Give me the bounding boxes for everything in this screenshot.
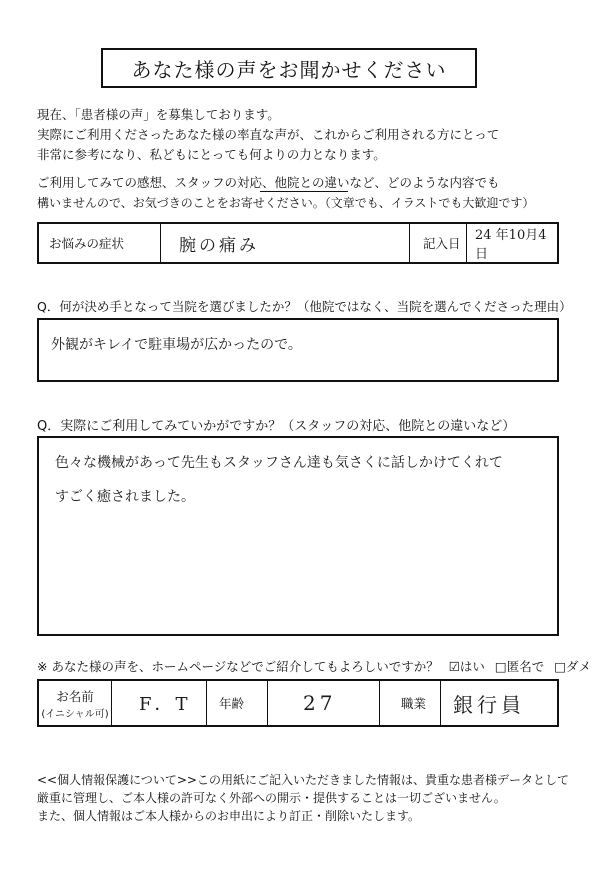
intro-line-1: 現在、「患者様の声」を募集しております。 [37,107,280,122]
job-label: 職業 [401,696,427,711]
intro-line-3: 非常に参考になり、私どもにとっても何よりの力となります。 [37,147,386,162]
divider [206,681,207,725]
name-sub-label: (イニシャル可) [41,708,109,720]
page-title [101,48,477,88]
name-label-cell [39,681,111,725]
option-yes[interactable]: ☑はい [448,659,485,674]
answer-2-line-2: すごく癒されました。 [55,489,195,505]
consent-row [37,657,591,675]
divider [160,224,161,262]
divider [379,681,380,725]
date-label: 記入日 [423,236,461,251]
intro-line-4-text: ご利用してみての感想、スタッフの対応、他院との違いなど、どのような内容でも [37,175,500,190]
underline-mark [260,191,348,192]
info-row [37,679,559,727]
age-label: 年齢 [219,696,245,711]
answer-box-1[interactable] [37,318,559,382]
divider [440,681,441,725]
divider [267,681,268,725]
divider [466,224,467,262]
intro-line-4 [37,173,500,193]
question-2: Q．実際にご利用してみていかがですか？（スタッフの対応、他院との違いなど） [37,419,516,434]
name-label: お名前 [56,688,94,704]
page-title-text: あなた様の声をお聞かせください [131,57,447,82]
job-value: 銀行員 [453,692,525,717]
answer-box-2[interactable] [37,436,559,636]
divider [409,224,410,262]
age-value: 27 [303,691,337,715]
intro-line-2: 実際にご利用くださったあなた様の率直な声が、これからご利用される方にとって [37,127,500,142]
divider [111,681,112,725]
option-no[interactable]: □ダメ [554,659,591,674]
date-value: 24 年10月4 日 [475,228,547,262]
intro-line-5: 構いませんので、お気づきのことをお寄せください。（文章でも、イラストでも大歓迎です） [37,196,535,210]
consent-question: ※ あなた様の声を、ホームページなどでご紹介してもよろしいですか？ [37,659,439,674]
symptom-label: お悩みの症状 [49,236,125,251]
privacy-line-3: また、個人情報はご本人様からのお申出により訂正・削除いたします。 [37,809,421,823]
symptom-value: 腕の痛み [179,235,259,256]
answer-1-text: 外観がキレイで駐車場が広かったので。 [51,337,302,353]
symptom-row [37,222,559,264]
privacy-line-1: <<個人情報保護について>>この用紙にご記入いただきました情報は、貴重な患者様データとして [37,773,569,787]
privacy-line-2: 厳重に管理し、ご本人様の許可なく外部への開示・提供することは一切ございません。 [37,791,506,805]
answer-2-line-1: 色々な機械があって先生もスタッフさん達も気さくに話しかけてくれて [55,455,503,471]
option-anonymous[interactable]: □匿名で [494,659,545,674]
name-value: F．T [139,694,191,715]
question-1: Q．何が決め手となって当院を選びましたか？（他院ではなく、当院を選んでくださった理由） [37,299,572,314]
